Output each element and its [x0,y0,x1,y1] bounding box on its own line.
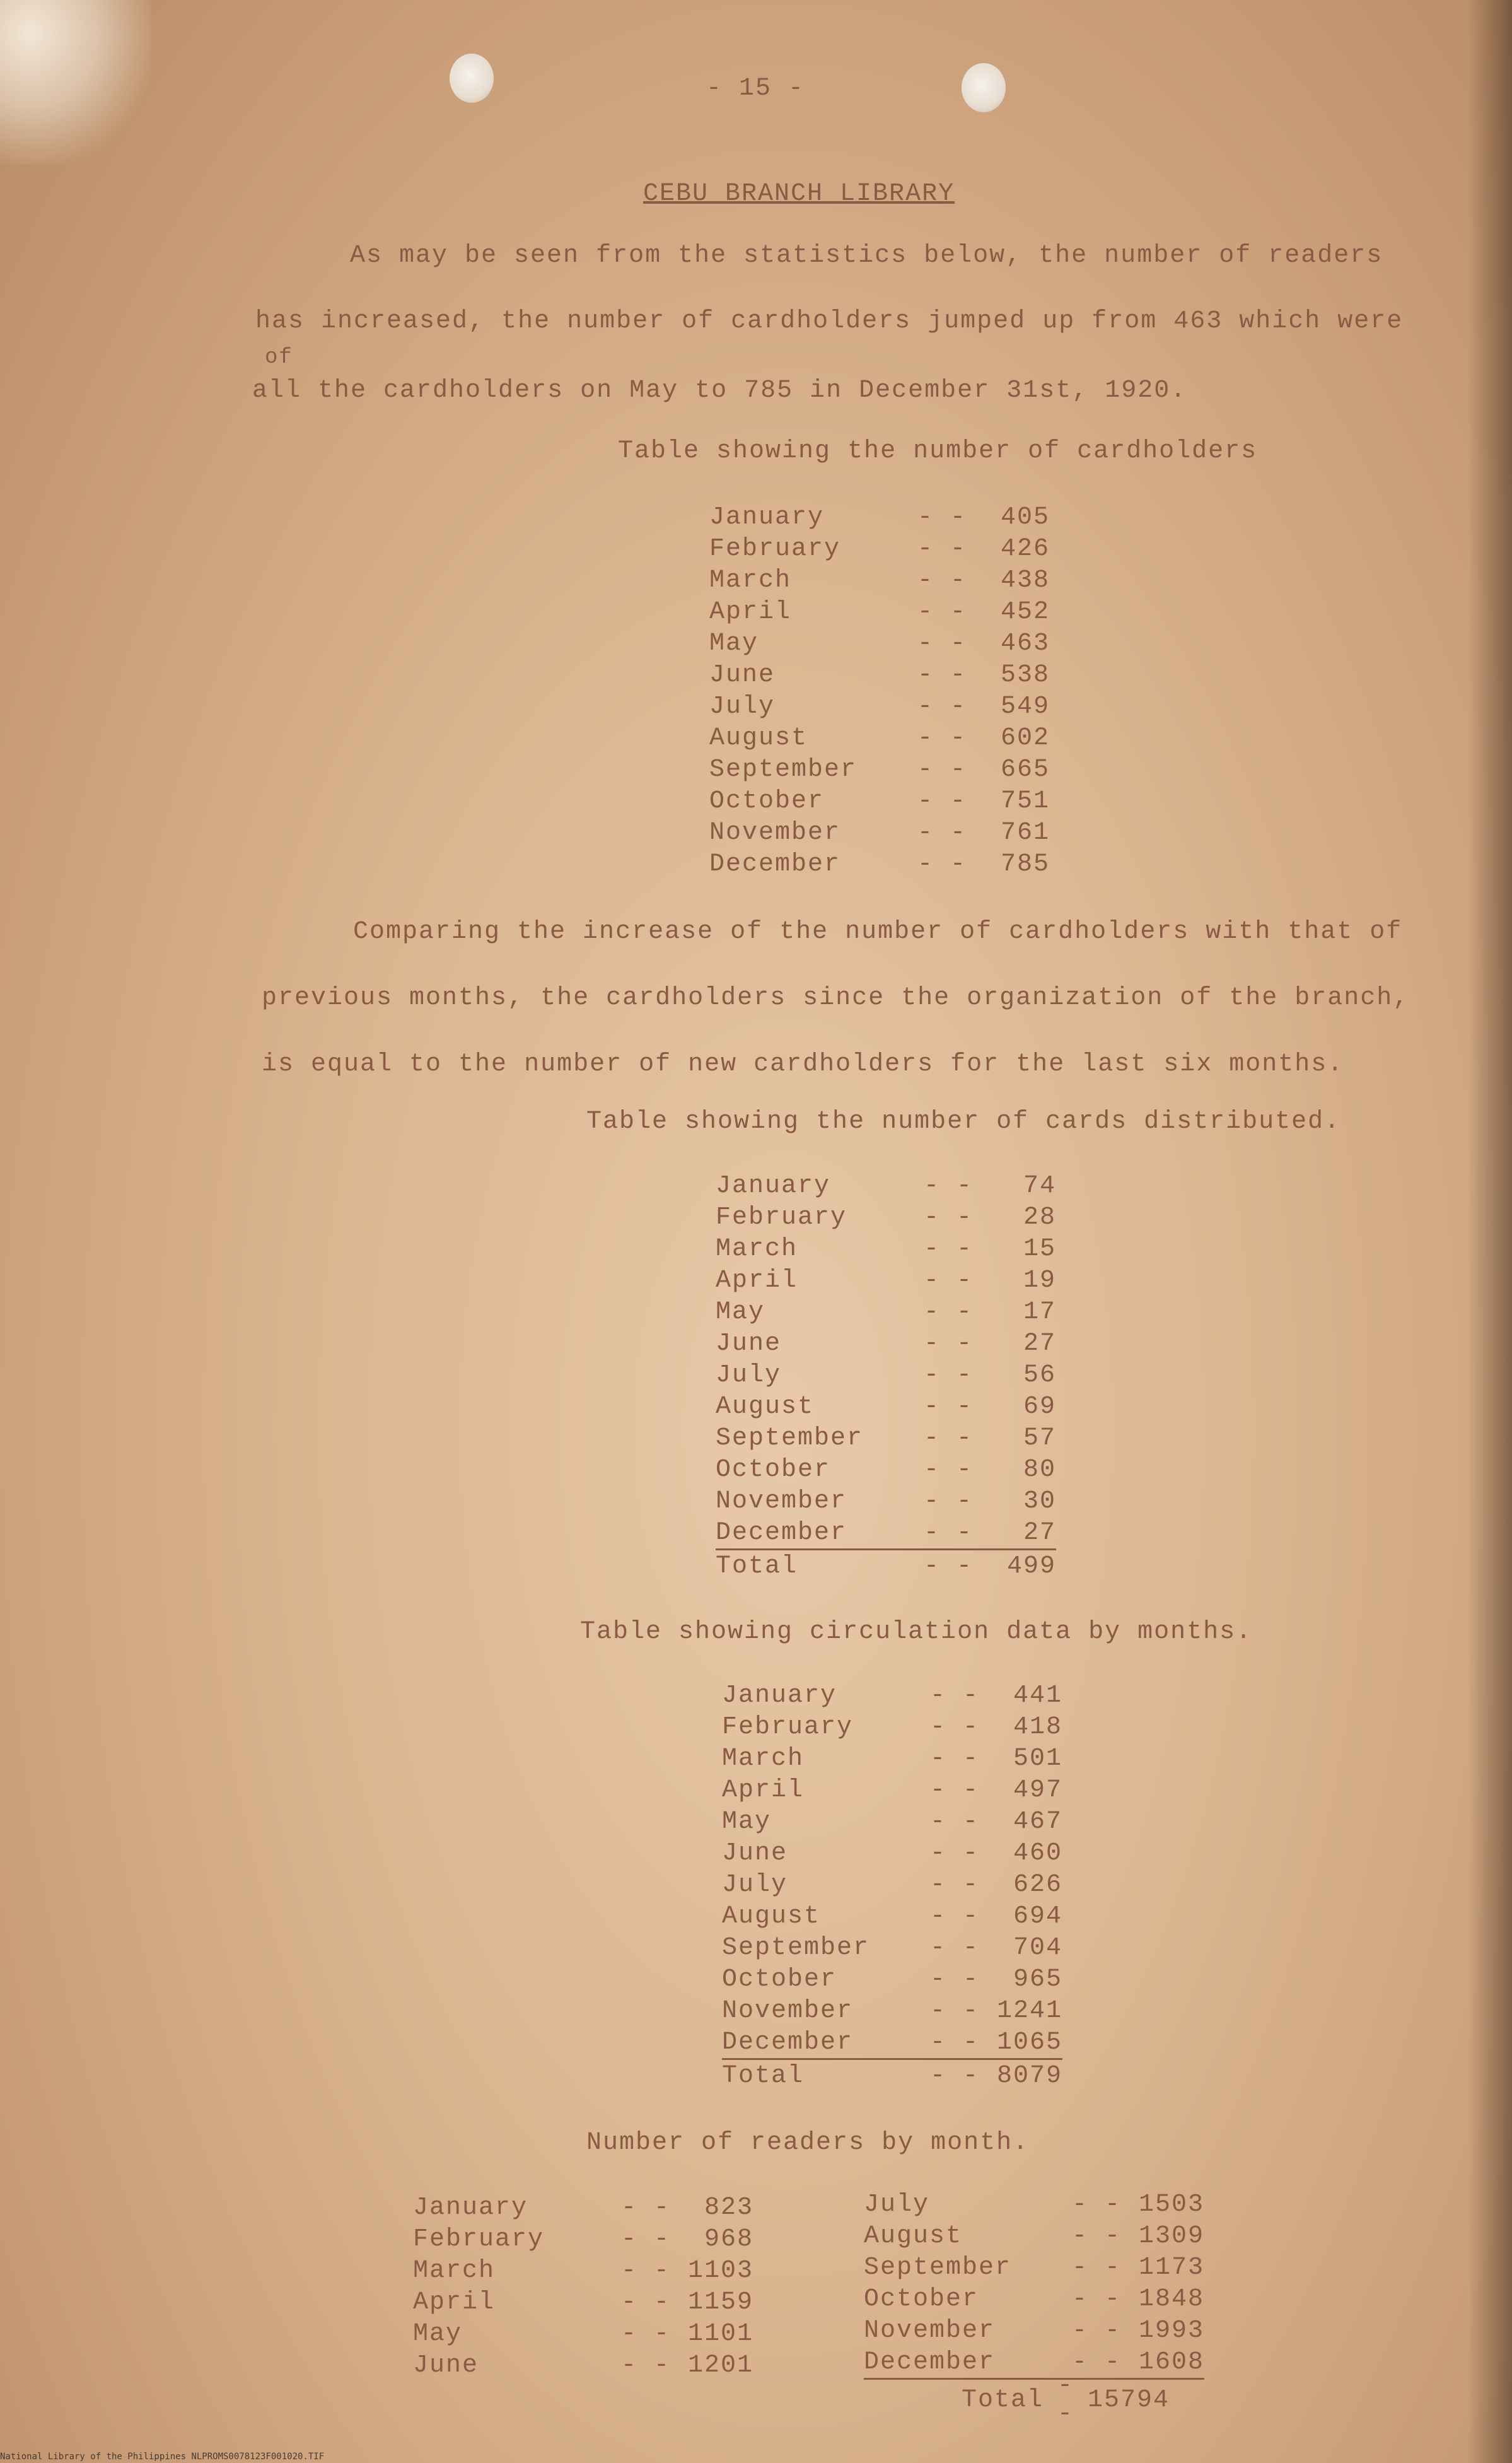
table-row [722,1743,1062,1774]
cell-month: February [413,2225,545,2254]
comparing-line-2: previous months, the cardholders since the organization of the branch, [262,984,1410,1012]
table-row [722,1869,1062,1900]
cell-month: October [722,1965,837,1994]
total-dash: - - [930,2061,980,2090]
cell-dash: - - [924,1266,974,1295]
table-row [716,1202,1056,1233]
readers-total-row [962,2372,1182,2428]
cell-dash: - - [917,818,967,847]
cardholders-caption: Table showing the number of cardholders [618,437,1258,465]
comparing-line-1: Comparing the increase of the number of cardholders with that of [353,918,1403,946]
intro-line-1: As may be seen from the statistics below, the number of readers [350,242,1383,270]
table-row [722,1900,1062,1932]
cell-month: March [709,566,792,595]
cell-month: November [864,2316,996,2345]
table-row [709,659,1050,691]
cell-month: December [864,2348,996,2377]
table-row [709,848,1050,880]
cell-value: 665 [1000,755,1050,784]
cell-value: 30 [1023,1487,1056,1516]
paper-stain [0,0,151,164]
cell-value: 785 [1000,850,1050,879]
table-total-row [722,2060,1062,2092]
table-row [722,1774,1062,1806]
cell-value: 965 [1013,1965,1062,1994]
cell-dash: - - [917,629,967,658]
cell-month: May [722,1807,772,1836]
cell-dash: - - [1072,2316,1122,2345]
cell-dash: - - [917,597,967,626]
cardholders-table [709,501,1050,880]
cell-value: 28 [1023,1203,1056,1232]
cell-dash: - - [924,1487,974,1516]
cell-value: 57 [1023,1424,1056,1453]
cell-month: May [716,1297,765,1326]
cell-month: February [722,1712,854,1741]
table-row [722,1806,1062,1837]
cell-dash: - - [917,566,967,595]
cell-dash: - - [930,1902,980,1931]
cell-value: 80 [1023,1455,1056,1484]
cell-month: January [716,1171,831,1200]
cell-dash: - - [621,2351,671,2380]
cell-dash: - - [917,755,967,784]
cell-value: 1848 [1138,2285,1204,2314]
table-row [709,596,1050,628]
cell-month: March [413,2256,496,2285]
cell-month: January [722,1681,837,1710]
cell-value: 69 [1023,1392,1056,1421]
cell-month: July [709,692,776,721]
cell-value: 56 [1023,1360,1056,1389]
cell-month: March [722,1744,805,1773]
circulation-table [722,1680,1062,2092]
table-row [413,2223,753,2255]
cell-value: 426 [1000,534,1050,563]
cell-dash: - - [930,1965,980,1994]
cell-value: 1159 [687,2288,753,2317]
cell-value: 823 [704,2193,753,2222]
cell-value: 441 [1013,1681,1062,1710]
cell-month: April [722,1776,805,1805]
intro-line-2: has increased, the number of cardholders jumped up from 463 which were [255,307,1404,336]
cell-dash: - - [1072,2253,1122,2282]
cell-month: October [864,2285,979,2314]
cell-value: 405 [1000,503,1050,532]
table-row [413,2318,753,2349]
table-row [709,817,1050,848]
table-row [722,1963,1062,1995]
cell-value: 626 [1013,1870,1062,1899]
cell-dash: - - [917,692,967,721]
readers-table-right [864,2189,1204,2380]
cell-dash: - - [924,1203,974,1232]
table-row [709,722,1050,754]
table-row [864,2346,1204,2380]
cell-dash: - - [1072,2348,1122,2377]
cell-dash: - - [924,1234,974,1263]
cards-table [716,1170,1056,1582]
table-row [722,2027,1062,2060]
table-row [716,1359,1056,1391]
table-row [716,1454,1056,1485]
total-dash: - - [924,1552,974,1581]
punch-hole-left [450,54,494,103]
cell-month: June [709,660,776,689]
cell-month: October [709,787,825,816]
cell-dash: - - [924,1455,974,1484]
table-row [722,1932,1062,1963]
cell-month: October [716,1455,831,1484]
cell-month: November [722,1996,854,2025]
circulation-caption: Table showing circulation data by months. [580,1618,1253,1646]
cell-dash: - - [621,2225,671,2254]
cell-month: December [722,2028,854,2057]
cards-caption: Table showing the number of cards distributed. [586,1108,1341,1136]
table-row [413,2192,753,2223]
table-row [722,1837,1062,1869]
readers-table-left [413,2192,753,2381]
readers-caption: Number of readers by month. [586,2129,1030,2157]
cell-value: 1101 [687,2319,753,2348]
cell-value: 1173 [1138,2253,1204,2282]
readers-total-label: Total [962,2385,1044,2414]
cell-dash: - - [930,2028,980,2057]
cell-value: 1503 [1138,2190,1204,2219]
intro-insert: of [265,346,293,370]
total-value: 8079 [996,2061,1062,2090]
cell-month: August [716,1392,815,1421]
cell-value: 497 [1013,1776,1062,1805]
table-row [722,1711,1062,1743]
total-value: 499 [1006,1552,1056,1581]
cell-dash: - - [621,2288,671,2317]
cell-month: June [716,1329,782,1358]
cell-value: 467 [1013,1807,1062,1836]
cell-value: 15 [1023,1234,1056,1263]
cell-month: February [709,534,841,563]
cell-month: September [716,1424,864,1453]
cell-month: June [413,2351,479,2380]
page-number: - 15 - [706,74,805,103]
table-row [864,2220,1204,2252]
cell-value: 501 [1013,1744,1062,1773]
table-row [722,1995,1062,2027]
cell-value: 1993 [1138,2316,1204,2345]
cell-dash: - - [924,1360,974,1389]
cell-month: April [709,597,792,626]
table-row [716,1233,1056,1265]
table-row [716,1328,1056,1359]
cell-value: 761 [1000,818,1050,847]
cell-dash: - - [917,503,967,532]
cell-value: 549 [1000,692,1050,721]
cell-value: 538 [1000,660,1050,689]
cell-value: 438 [1000,566,1050,595]
cell-value: 1241 [996,1996,1062,2025]
cell-month: June [722,1839,788,1868]
cell-month: July [716,1360,782,1389]
cell-month: March [716,1234,798,1263]
table-row [709,501,1050,533]
table-total-row [716,1550,1056,1582]
cell-dash: - - [930,1839,980,1868]
table-row [413,2286,753,2318]
table-row [716,1296,1056,1328]
page-heading: CEBU BRANCH LIBRARY [643,180,955,208]
cell-value: 74 [1023,1171,1056,1200]
cell-value: 452 [1000,597,1050,626]
cell-month: July [864,2190,930,2219]
cell-dash: - - [917,787,967,816]
cell-month: January [709,503,825,532]
cell-month: September [709,755,858,784]
cell-value: 1201 [687,2351,753,2380]
cell-dash: - - [924,1329,974,1358]
cell-dash: - - [930,1712,980,1741]
cell-value: 1103 [687,2256,753,2285]
table-row [413,2255,753,2286]
cell-dash: - - [930,1681,980,1710]
cell-value: 27 [1023,1329,1056,1358]
table-row [709,533,1050,565]
table-row [413,2349,753,2381]
cell-dash: - - [924,1518,974,1547]
cell-month: August [722,1902,821,1931]
table-row [709,691,1050,722]
readers-total-value: 15794 [1088,2385,1170,2414]
cell-month: November [709,818,841,847]
cell-dash: - - [930,1996,980,2025]
comparing-line-3: is equal to the number of new cardholders for the last six months. [262,1050,1344,1079]
cell-value: 17 [1023,1297,1056,1326]
cell-value: 19 [1023,1266,1056,1295]
table-row [709,565,1050,596]
table-row [716,1485,1056,1517]
cell-dash: - - [917,723,967,752]
table-row [864,2283,1204,2315]
cell-value: 968 [704,2225,753,2254]
cell-dash: - - [1072,2190,1122,2219]
cell-value: 1309 [1138,2221,1204,2250]
table-row [709,754,1050,785]
cell-value: 694 [1013,1902,1062,1931]
cell-month: April [413,2288,496,2317]
table-row [716,1170,1056,1202]
table-row [864,2252,1204,2283]
cell-value: 463 [1000,629,1050,658]
table-row [709,628,1050,659]
readers-total-dash: - - [1057,2372,1074,2428]
table-row [709,785,1050,817]
cell-value: 704 [1013,1933,1062,1962]
cell-month: July [722,1870,788,1899]
cell-month: August [709,723,808,752]
cell-value: 1608 [1138,2348,1204,2377]
cell-dash: - - [917,850,967,879]
cell-value: 751 [1000,787,1050,816]
table-row [716,1265,1056,1296]
table-row [864,2189,1204,2220]
cell-dash: - - [924,1392,974,1421]
table-row [722,1680,1062,1711]
cell-dash: - - [621,2193,671,2222]
cell-month: November [716,1487,847,1516]
paper-edge-shadow [1468,0,1512,2463]
cell-dash: - - [917,534,967,563]
cell-value: 27 [1023,1518,1056,1547]
cell-dash: - - [1072,2221,1122,2250]
cell-value: 418 [1013,1712,1062,1741]
cell-dash: - - [930,1744,980,1773]
cell-dash: - - [930,1807,980,1836]
footer-credit: National Library of the Philippines NLPROMS0078123F001020.TIF [0,2452,325,2462]
cell-month: January [413,2193,528,2222]
cell-dash: - - [924,1424,974,1453]
cell-value: 1065 [996,2028,1062,2057]
cell-month: December [709,850,841,879]
cell-dash: - - [621,2256,671,2285]
table-row [716,1422,1056,1454]
cell-dash: - - [917,660,967,689]
cell-dash: - - [930,1870,980,1899]
table-row [716,1517,1056,1550]
cell-dash: - - [930,1776,980,1805]
cell-dash: - - [924,1171,974,1200]
cell-month: February [716,1203,847,1232]
punch-hole-right [962,63,1006,112]
table-row [716,1391,1056,1422]
cell-dash: - - [924,1297,974,1326]
cell-dash: - - [1072,2285,1122,2314]
cell-month: August [864,2221,963,2250]
cell-value: 460 [1013,1839,1062,1868]
intro-line-3: all the cardholders on May to 785 in December 31st, 1920. [252,377,1187,405]
total-label: Total [716,1552,798,1581]
cell-dash: - - [621,2319,671,2348]
cell-month: May [413,2319,463,2348]
cell-dash: - - [930,1933,980,1962]
cell-value: 602 [1000,723,1050,752]
table-row [864,2315,1204,2346]
total-label: Total [722,2061,805,2090]
cell-month: September [864,2253,1012,2282]
cell-month: May [709,629,759,658]
cell-month: April [716,1266,798,1295]
cell-month: September [722,1933,870,1962]
cell-month: December [716,1518,847,1547]
